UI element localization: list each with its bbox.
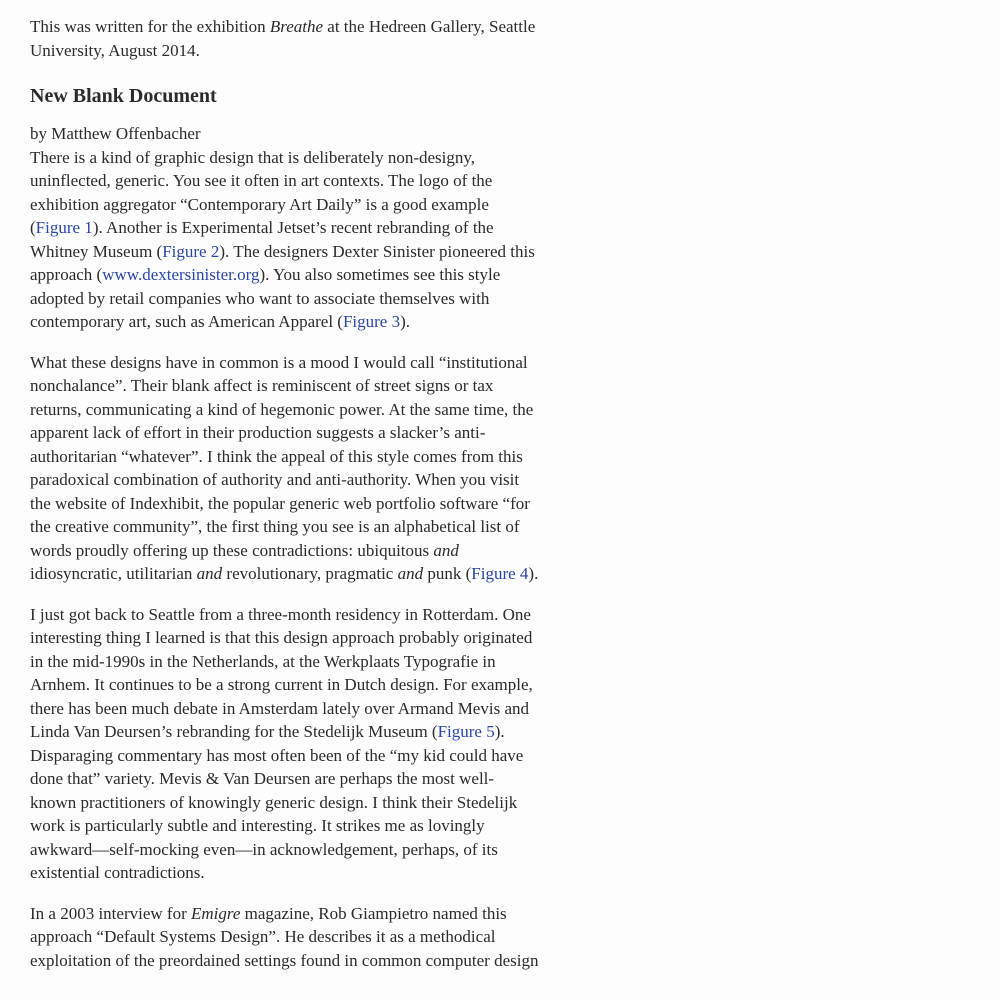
text-line: the creative community”, the first thing you see is an alphabetical list of xyxy=(30,517,520,536)
text-line xyxy=(30,539,550,563)
text-span: words proudly offering up these contradictions: ubiquitous xyxy=(30,540,434,560)
emphasis: and xyxy=(397,564,424,583)
text-span: revolutionary, pragmatic xyxy=(222,564,398,583)
text-span: punk ( xyxy=(423,564,472,583)
text-line: apparent lack of effort in their production suggests a slacker’s anti- xyxy=(30,423,486,442)
text-span: ). xyxy=(528,564,539,583)
text-line: What these designs have in common is a mood I would call “institutional xyxy=(30,352,528,372)
intro-line xyxy=(30,15,550,39)
text-line: existential contradictions. xyxy=(30,863,205,882)
text-line: There is a kind of graphic design that is deliberately non-designy, xyxy=(30,147,476,167)
text-line xyxy=(30,216,550,240)
text-span: Whitney Museum ( xyxy=(30,241,163,261)
text-span: ). The designers Dexter Sinister pioneered this xyxy=(219,241,535,261)
exhibition-title: Breathe xyxy=(269,17,324,36)
text-line: known practitioners of knowingly generic design. I think their Stedelijk xyxy=(30,792,518,812)
text-line: I just got back to Seattle from a three-month residency in Rotterdam. One xyxy=(30,604,531,624)
text-line xyxy=(30,263,550,287)
text-span: contemporary art, such as American Apparel ( xyxy=(30,312,343,331)
text-span: ). xyxy=(494,722,505,741)
text-line: awkward—self-mocking even—in acknowledgement, perhaps, of its xyxy=(30,839,498,859)
text-line: adopted by retail companies who want to associate themselves with xyxy=(30,288,490,308)
figure-2-link[interactable]: Figure 2 xyxy=(162,241,220,261)
text-line xyxy=(30,240,550,264)
intro-line: University, August 2014. xyxy=(30,40,200,60)
text-line: returns, communicating a kind of hegemonic power. At the same time, the xyxy=(30,399,534,419)
text-span: ). xyxy=(400,312,411,331)
text-span: approach ( xyxy=(30,265,103,284)
text-line xyxy=(30,310,550,334)
byline: by Matthew Offenbacher xyxy=(30,124,201,143)
text-line: in the mid-1990s in the Netherlands, at the Werkplaats Typografie in xyxy=(30,651,496,671)
text-span: ). You also sometimes see this style xyxy=(259,265,501,284)
paragraph-1 xyxy=(30,146,550,334)
figure-3-link[interactable]: Figure 3 xyxy=(342,312,401,331)
figure-1-link[interactable]: Figure 1 xyxy=(35,218,93,237)
text-span: magazine, Rob Giampietro named this xyxy=(240,903,507,923)
paragraph-3 xyxy=(30,603,550,885)
text-line: Arnhem. It continues to be a strong current in Dutch design. For example, xyxy=(30,675,533,694)
text-line: approach “Default Systems Design”. He describes it as a methodical xyxy=(30,927,496,946)
article xyxy=(30,15,550,989)
text-line: uninflected, generic. You see it often in art contexts. The logo of the xyxy=(30,171,493,190)
paragraph-4 xyxy=(30,902,550,973)
text-line: work is particularly subtle and interesting. It strikes me as lovingly xyxy=(30,816,485,835)
text-line: exhibition aggregator “Contemporary Art Daily” is a good example xyxy=(30,194,489,214)
text-span: ). Another is Experimental Jetset’s recent rebranding of the xyxy=(92,218,494,237)
text-line: paradoxical combination of authority and anti-authority. When you visit xyxy=(30,470,520,489)
emphasis: and xyxy=(196,564,223,583)
text-line: done that” variety. Mevis & Van Deursen are perhaps the most well- xyxy=(30,769,495,788)
text-span: ( xyxy=(30,218,36,237)
text-line xyxy=(30,720,550,744)
text-span: idiosyncratic, utilitarian xyxy=(30,564,197,583)
text-line xyxy=(30,562,550,586)
dextersinister-link[interactable]: www.dextersinister.org xyxy=(102,265,260,284)
text-line: exploitation of the preordained settings found in common computer design xyxy=(30,950,539,970)
text-line: interesting thing I learned is that this design approach probably originated xyxy=(30,628,533,647)
text-line: nonchalance”. Their blank affect is reminiscent of street signs or tax xyxy=(30,376,494,395)
text-line: authoritarian “whatever”. I think the appeal of this style comes from this xyxy=(30,446,523,466)
text-line: the website of Indexhibit, the popular generic web portfolio software “for xyxy=(30,493,530,513)
figure-5-link[interactable]: Figure 5 xyxy=(437,722,495,741)
text-span: Linda Van Deursen’s rebranding for the Stedelijk Museum ( xyxy=(30,722,438,741)
text-line: Disparaging commentary has most often been of the “my kid could have xyxy=(30,745,524,765)
intro-text: at the Hedreen Gallery, Seattle xyxy=(323,17,536,36)
text-line xyxy=(30,902,550,926)
emphasis: and xyxy=(433,540,459,560)
intro-note xyxy=(30,15,550,62)
text-span: In a 2003 interview for xyxy=(30,903,191,923)
text-line: there has been much debate in Amsterdam lately over Armand Mevis and xyxy=(30,698,529,718)
magazine-title: Emigre xyxy=(190,903,241,923)
paragraph-2 xyxy=(30,351,550,586)
figure-4-link[interactable]: Figure 4 xyxy=(471,564,529,583)
intro-text: This was written for the exhibition xyxy=(30,17,270,36)
article-title: New Blank Document xyxy=(30,85,217,107)
